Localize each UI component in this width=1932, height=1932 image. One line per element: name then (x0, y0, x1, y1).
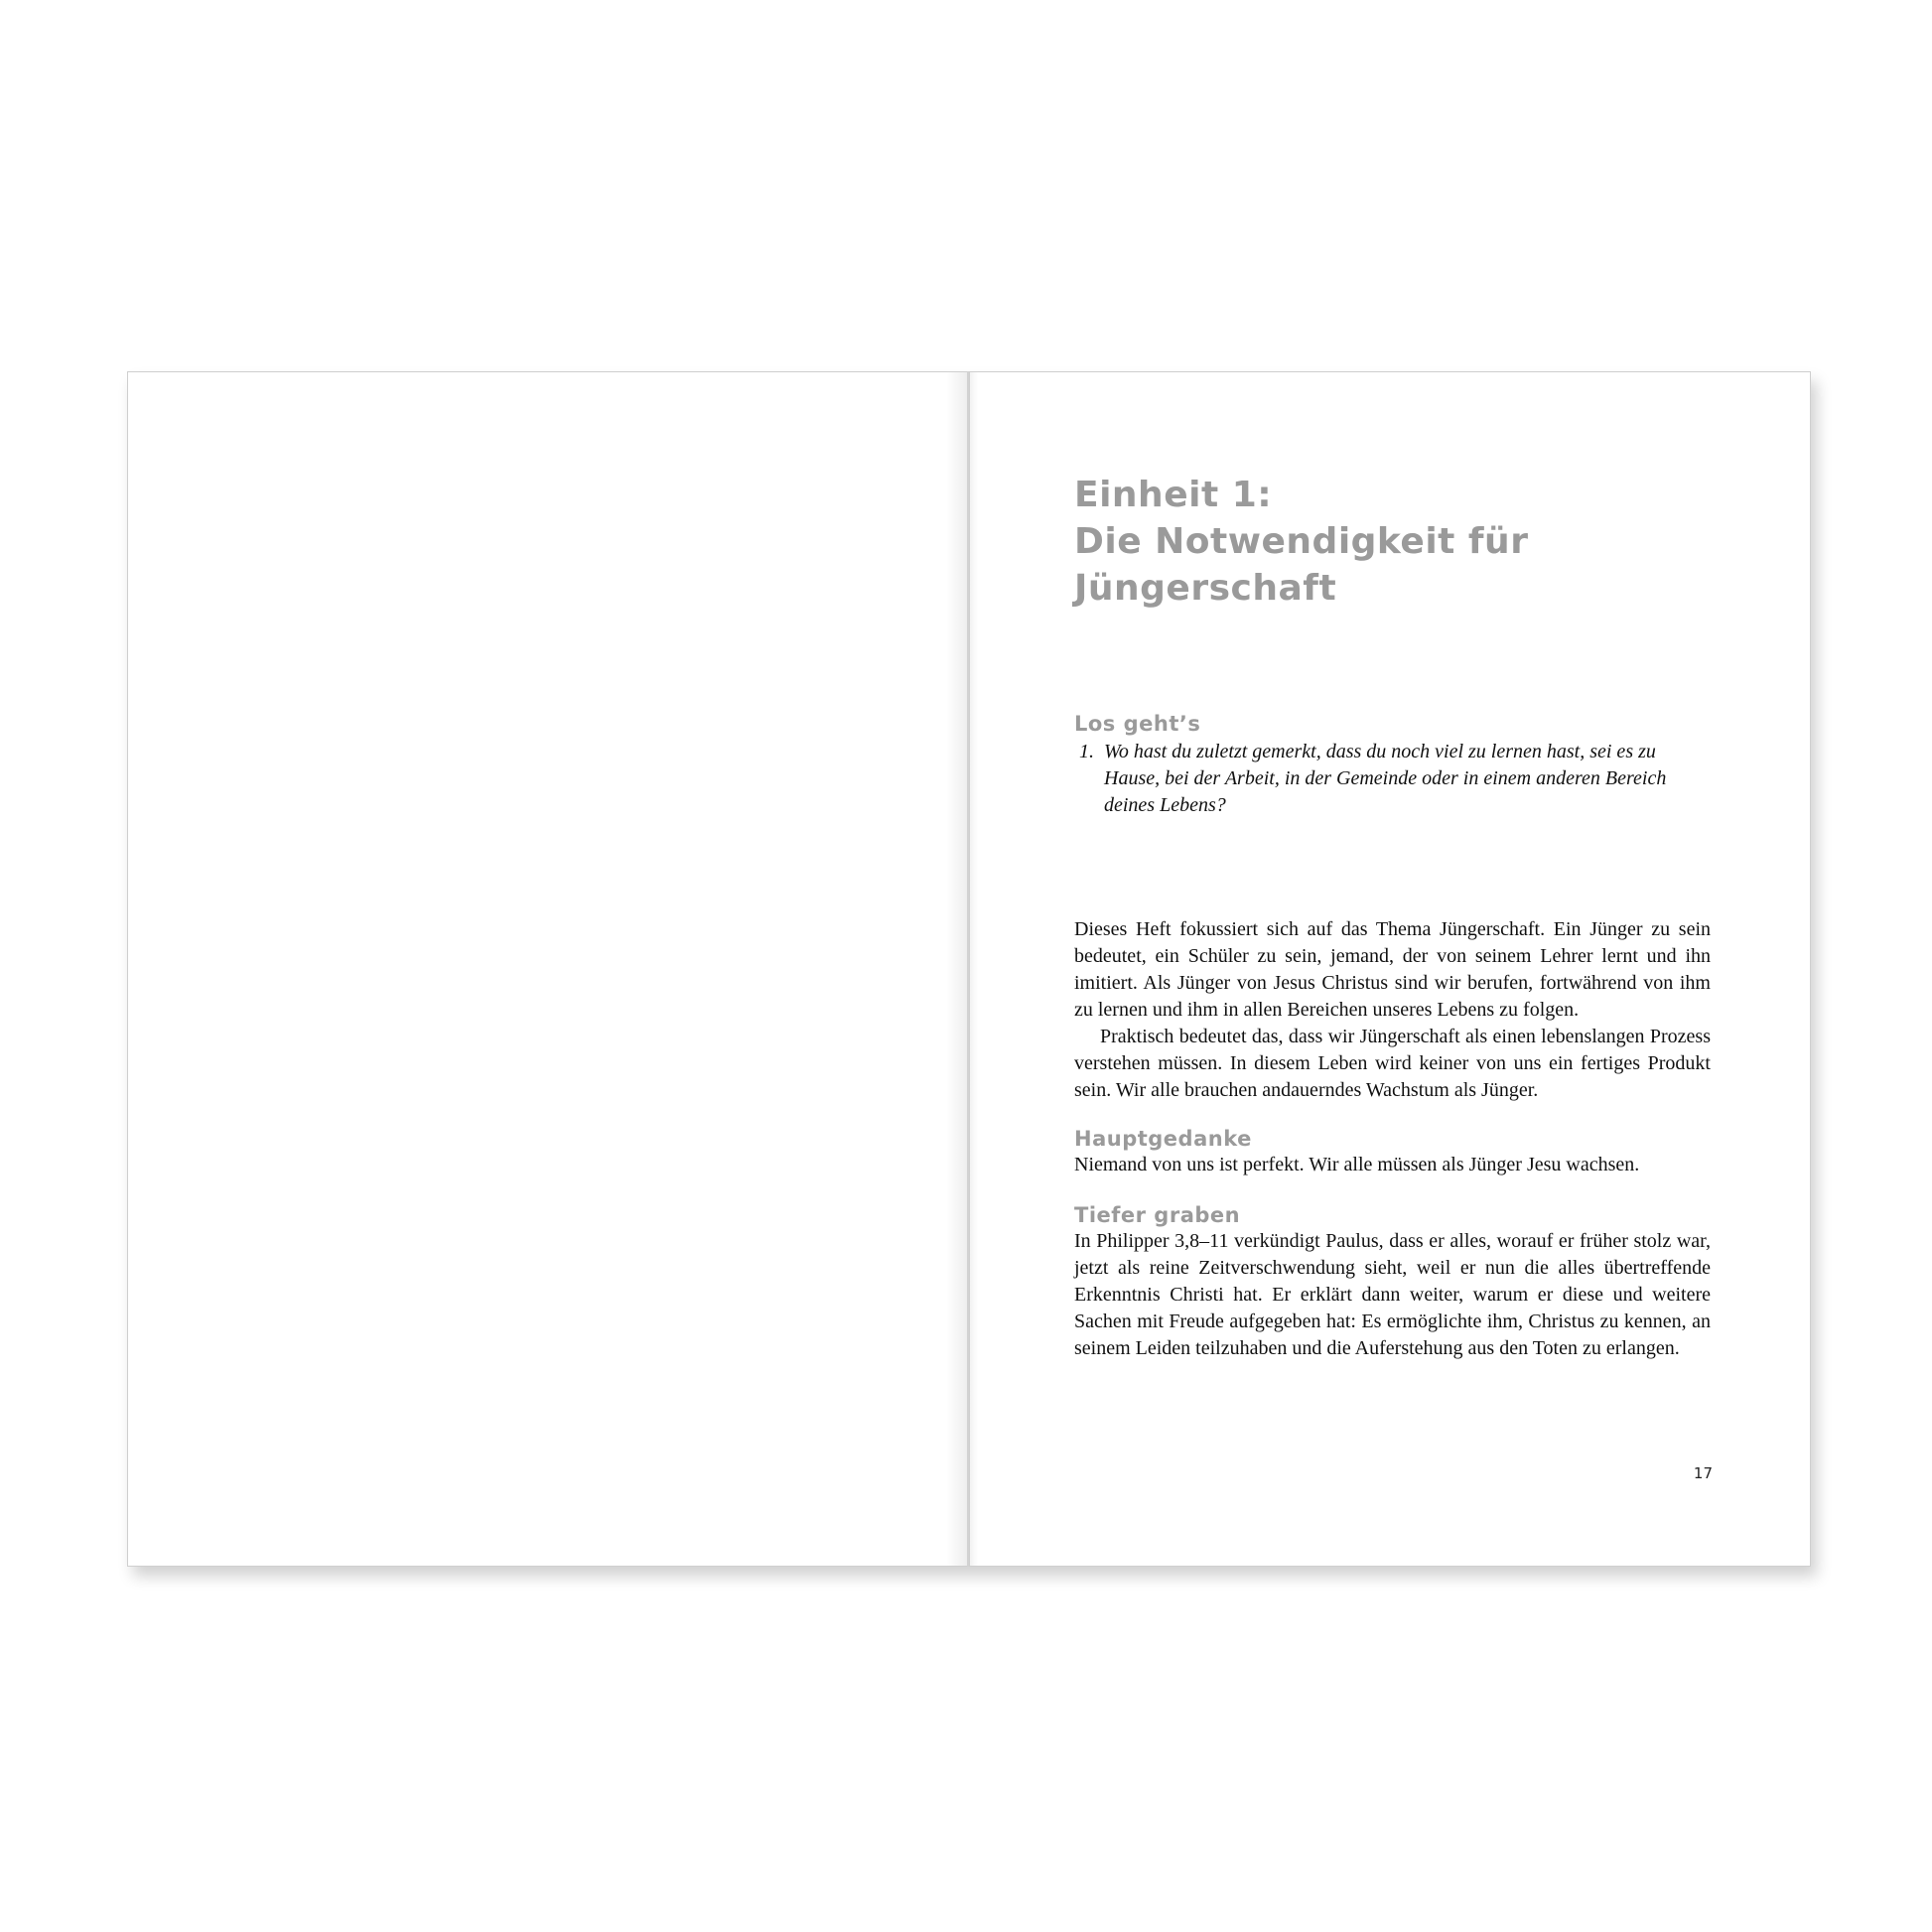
unit-title-line-2: Die Notwendigkeit für (1074, 521, 1529, 562)
left-page-blank (127, 371, 969, 1567)
hauptgedanke-text: Niemand von uns ist perfekt. Wir alle müssen als Jünger Jesu wachsen. (1074, 1154, 1640, 1175)
unit-title-line-3: Jüngerschaft (1074, 568, 1337, 609)
page-content (1074, 472, 1711, 1362)
question-number: 1. (1079, 741, 1094, 762)
tiefer-graben-text: In Philipper 3,8–11 verkündigt Paulus, dass er alles, worauf er früher stolz war, jetzt als reine Zeitverschwendung sieht, weil er nun die alles übertreffende Erkenntnis Christi hat. Er erklärt dann weiter, warum er diese und weitere Sachen mit Freude aufgegeben hat: Es ermöglichte ihm, Christus zu kennen, an seinem Leiden teilzuhaben und die Auferstehung aus den Toten zu erlangen. (1074, 1230, 1711, 1359)
gutter-shadow (946, 372, 968, 1566)
unit-title (1074, 472, 1711, 612)
intro-paragraph-1: Dieses Heft fokussiert sich auf das Thema Jüngerschaft. Ein Jünger zu sein bedeutet, ein Schüler zu sein, jemand, der von seinem Lehrer lernt und ihn imitiert. Als Jünger von Jesus Christus sind wir berufen, fortwährend von ihm zu lernen und ihm in allen Bereichen unseres Lebens zu folgen. (1074, 918, 1711, 1021)
page-number: 17 (1693, 1464, 1713, 1482)
book-spread (127, 371, 1811, 1567)
gutter-shadow (970, 372, 978, 1566)
right-page (969, 371, 1811, 1567)
unit-title-line-1: Einheit 1: (1074, 475, 1273, 515)
heading-tiefer-graben: Tiefer graben (1074, 1203, 1241, 1227)
heading-los-gehts: Los geht’s (1074, 712, 1201, 736)
question-text: Wo hast du zuletzt gemerkt, dass du noch viel zu lernen hast, sei es zu Hause, bei der Arbeit, in der Gemeinde oder in einem anderen Bereich deines Lebens? (1104, 741, 1667, 816)
intro-paragraph-2: Praktisch bedeutet das, dass wir Jüngerschaft als einen lebenslangen Prozess verstehen müssen. In diesem Leben wird keiner von uns ein fertiges Produkt sein. Wir alle brauchen andauerndes Wachstum als Jünger. (1074, 1026, 1711, 1101)
heading-hauptgedanke: Hauptgedanke (1074, 1127, 1252, 1151)
question-item (1074, 739, 1711, 819)
